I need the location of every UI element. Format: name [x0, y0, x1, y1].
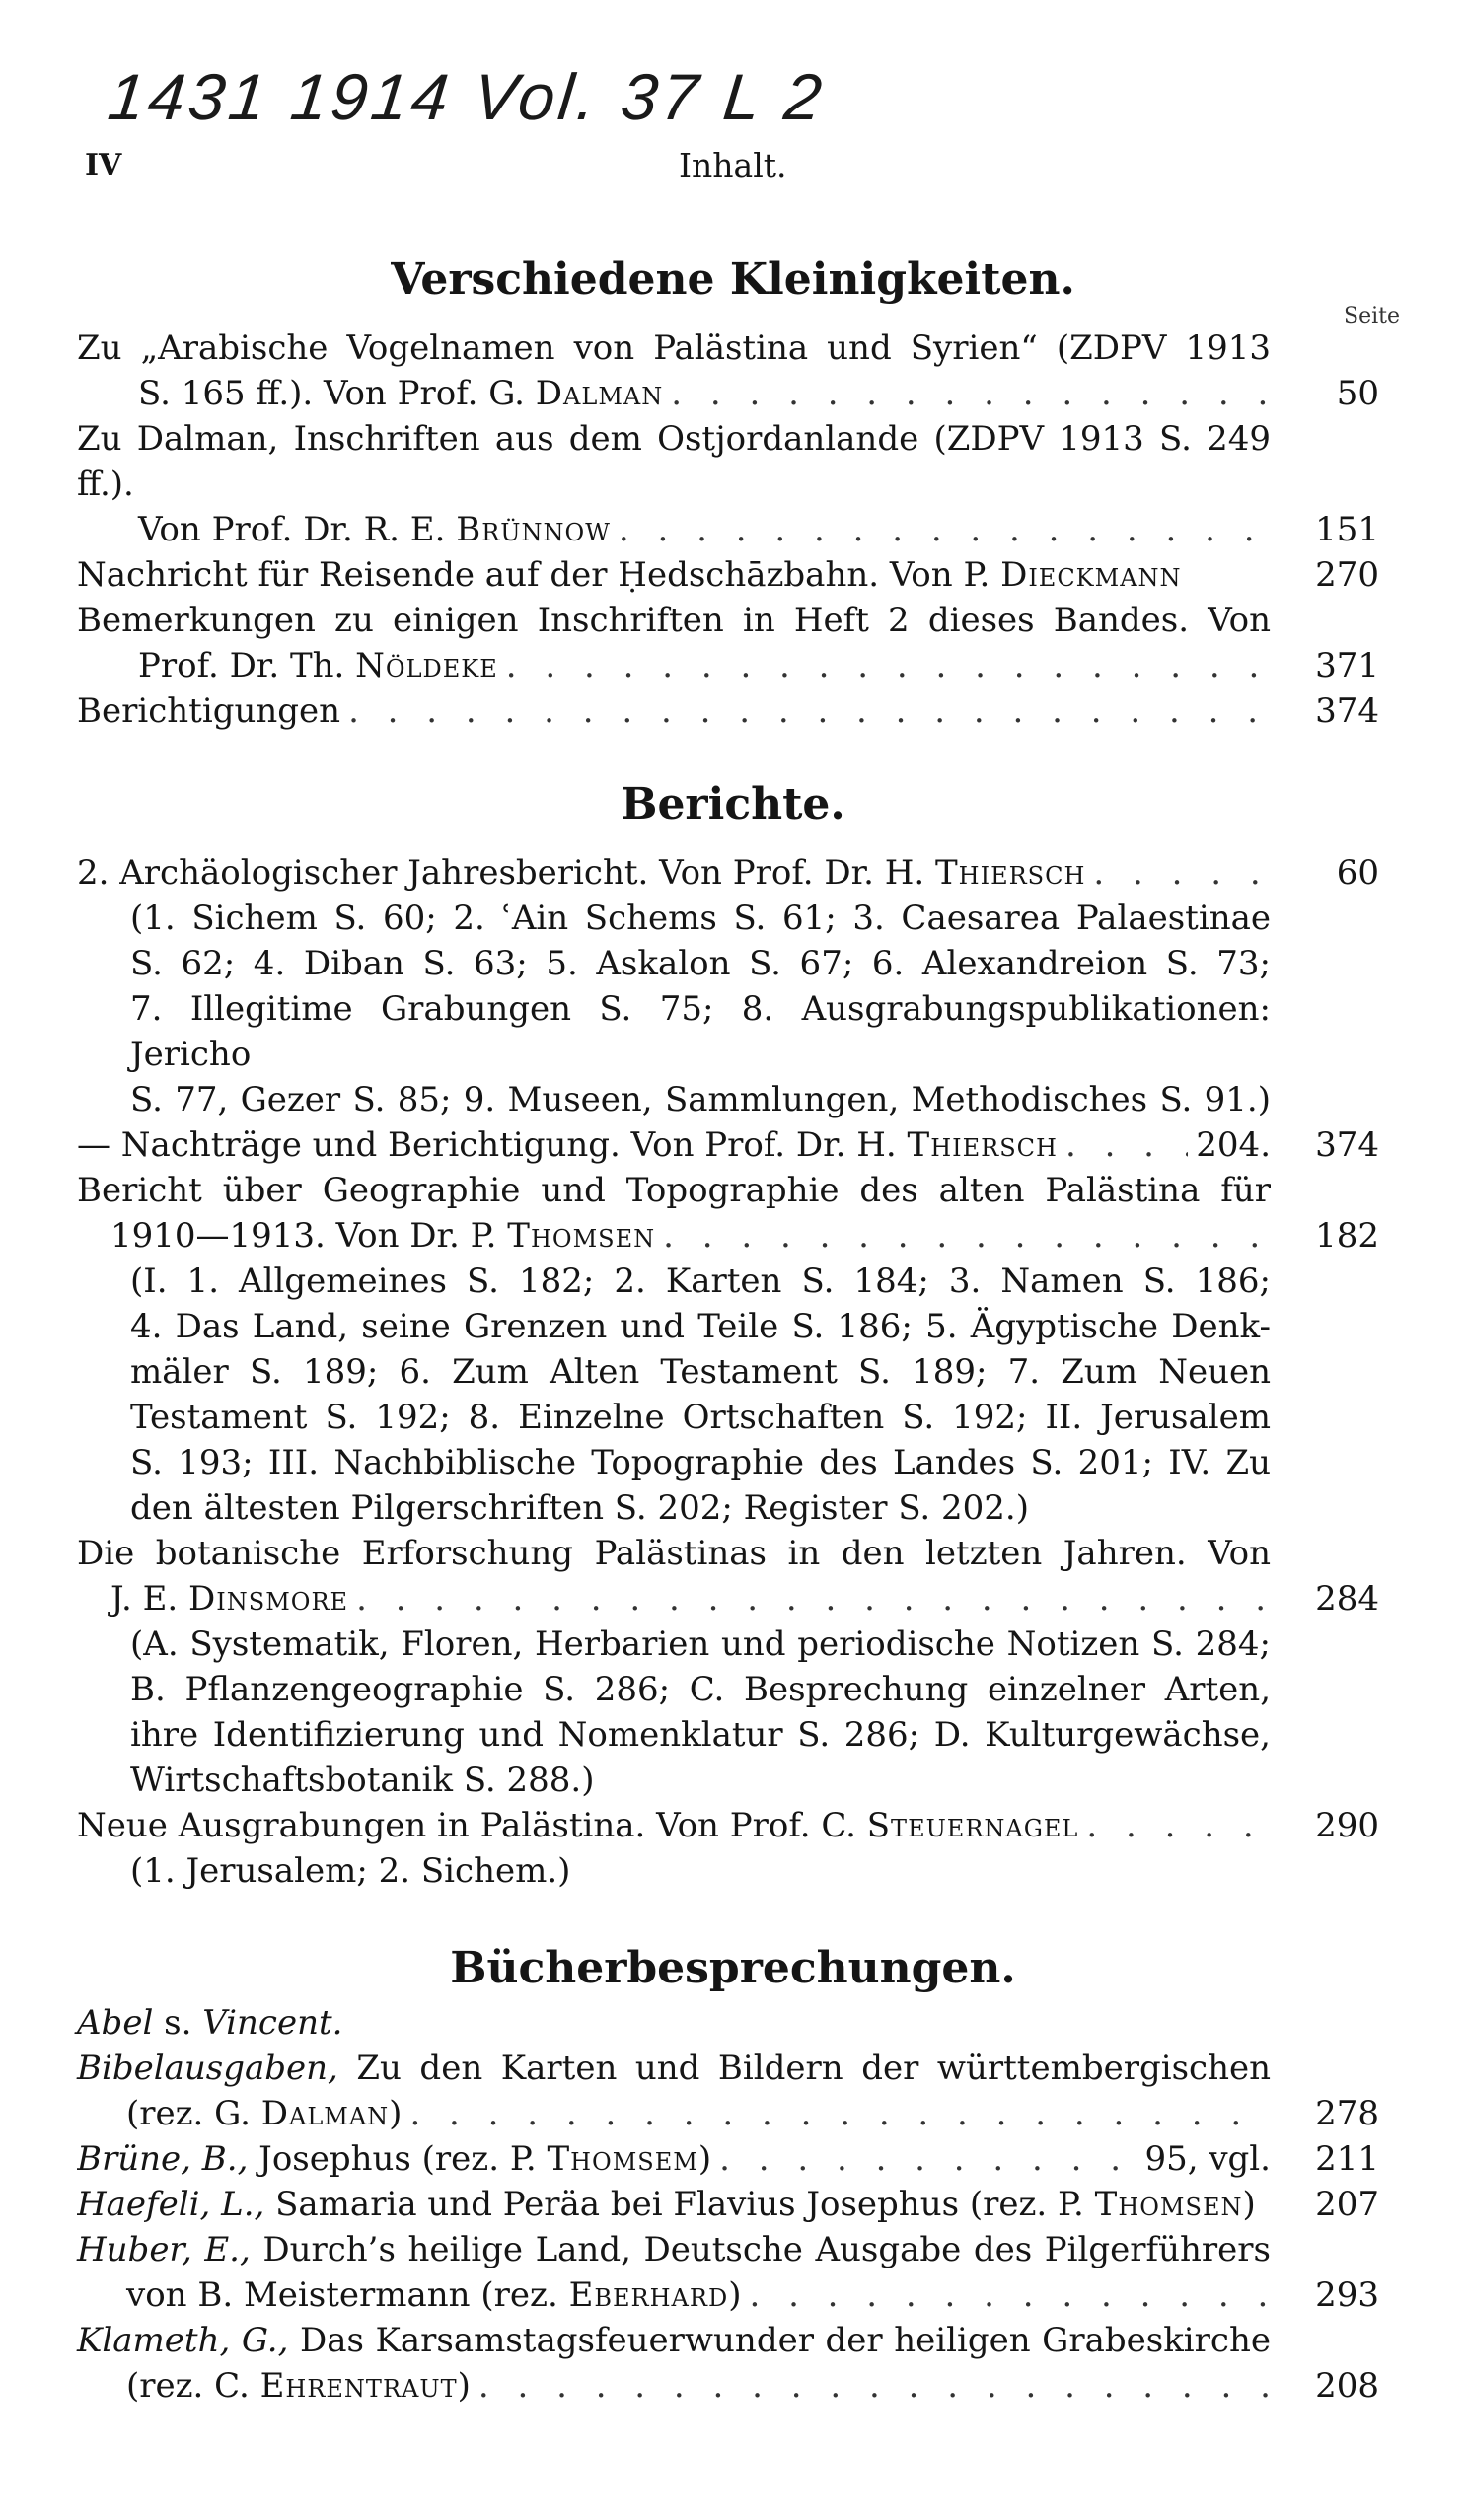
entry-reviewer: Ehrentraut [259, 2366, 458, 2406]
entry-author: Thomsen [507, 1216, 656, 1256]
toc-entry[interactable] [77, 850, 1379, 1122]
toc-entry[interactable]: Klameth, G., Das Karsamstagsfeuerwunder der heiligen Grabeskirche (rez. C. Ehrentraut) . . . 208 [77, 2318, 1379, 2409]
toc-entry[interactable] [77, 416, 1379, 552]
entry-crossref: Vincent. [202, 2003, 343, 2043]
entry-author: Thiersch [935, 853, 1086, 893]
entry-text: s. [153, 2003, 203, 2043]
entry-page: 151 [1315, 510, 1379, 549]
entry-author: Dalman [535, 374, 664, 413]
section-title-buecherbesprechungen: Bücherbesprechungen. [450, 1943, 1016, 1993]
toc-entry[interactable] [77, 1803, 1379, 1894]
entry-text: Bemerkungen zu einigen Inschriften in Heft 2 dieses Bandes. Von [77, 601, 1271, 640]
entry-text: Berichtigungen [77, 691, 341, 731]
entry-text: Neue Ausgrabungen in Palästina. Von Prof. C. [77, 1806, 867, 1845]
entry-page: 278 [1315, 2094, 1379, 2133]
entry-author: Nöldeke [355, 646, 498, 685]
toc-entry[interactable] [77, 598, 1379, 688]
entry-page: 270 [1315, 555, 1379, 595]
entry-text: Die botanische Erforschung Palästinas in den letzten Jahren. Von [77, 1534, 1271, 1573]
entry-page: 50 [1336, 374, 1379, 413]
toc-entry[interactable] [77, 1531, 1379, 1803]
entry-note: (A. Systematik, Floren, Herbarien und periodische Notizen S. 284; B. Pflanzengeographie S. 286; C. Besprechung einzelner Arten, ihre Identifizierung und Nomenklatur S. 286; D. Kulturgewächse, Wirtschaftsbotanik S. 288.) [130, 1624, 1271, 1800]
entry-author: Brüne, B., [77, 2139, 249, 2179]
entry-reviewer: Thomsem [547, 2139, 698, 2179]
entry-author: Bibelausgaben, [77, 2049, 338, 2088]
toc-entry[interactable] [77, 1168, 1379, 1531]
entry-text: Durch’s heilige Land, Deutsche Ausgabe des Pilgerführers [250, 2230, 1271, 2269]
entry-author: Thiersch [907, 1125, 1058, 1165]
entry-text: Das Karsamstagsfeuerwunder der heiligen Grabeskirche [288, 2321, 1271, 2360]
entry-reviewer: Thomsen [1094, 2185, 1243, 2224]
entry-text: 2. Archäologischer Jahresbericht. Von Prof. Dr. H. [77, 853, 935, 893]
entry-page: 208 [1315, 2366, 1379, 2406]
entry-page-extra: 204. [1196, 1125, 1271, 1165]
section-kleinigkeiten-list [77, 325, 1379, 734]
entry-text: Prof. Dr. Th. [138, 646, 356, 685]
entry-author: Abel [77, 2003, 154, 2043]
entry-author: Dinsmore [188, 1579, 349, 1619]
entry-reviewer: Eberhard [568, 2275, 729, 2315]
entry-text: Nachricht für Reisende auf der Ḥedschāzbahn. Von P. [77, 555, 1001, 595]
entry-page: 207 [1315, 2185, 1379, 2224]
entry-text: Zu Dalman, Inschriften aus dem Ostjordanlande (ZDPV 1913 S. 249 ff.). [77, 419, 1271, 504]
entry-page: 374 [1315, 691, 1379, 731]
entry-text: von B. Meistermann (rez. [126, 2275, 569, 2315]
entry-author: Dieckmann [1000, 555, 1182, 595]
entry-text: S. 165 ff.). Von Prof. G. [138, 374, 536, 413]
entry-note: (1. Sichem S. 60; 2. ʿAin Schems S. 61; 3. Caesarea Palaestinae S. 62; 4. Diban S. 63; 5. Askalon S. 67; 6. Alexandreion S. 73; 7. Illegitime Grabungen S. 75; 8. Ausgrabungspublikationen: Jericho S. 77, Gezer S. 85; 9. Museen, Sammlungen, Methodisches S. 91.) [130, 899, 1271, 1119]
entry-page: 211 [1315, 2139, 1379, 2179]
toc-entry[interactable] [77, 1122, 1379, 1168]
section-berichte-list [77, 850, 1379, 1894]
entry-text: Zu „Arabische Vogelnamen von Palästina und Syrien“ (ZDPV 1913 [77, 328, 1271, 368]
entry-note: (1. Jerusalem; 2. Sichem.) [130, 1851, 571, 1891]
toc-entry[interactable]: Brüne, B., Josephus (rez. P. Thomsem) . . . 95, vgl. 211 [77, 2136, 1379, 2182]
entry-author: Steuernagel [866, 1806, 1079, 1845]
entry-text: Zu den Karten und Bildern der württembergischen [337, 2049, 1271, 2088]
running-head: Inhalt. [679, 146, 787, 184]
entry-page: 60 [1336, 853, 1379, 893]
entry-author: Huber, E., [77, 2230, 251, 2269]
entry-text: Bericht über Geographie und Topographie des alten Palästina für [77, 1171, 1271, 1210]
entry-reviewer: Dalman [260, 2094, 390, 2133]
section-title-berichte: Berichte. [621, 779, 845, 829]
handwritten-annotation: 1431 1914 Vol. 37 L 2 [105, 60, 830, 133]
toc-entry[interactable] [77, 325, 1379, 416]
entry-author: Brünnow [456, 510, 611, 549]
entry-text: — Nachträge und Berichtigung. Von Prof. Dr. H. [77, 1125, 908, 1165]
entry-page-extra: 95, vgl. [1144, 2139, 1271, 2179]
entry-text: (rez. C. [126, 2366, 260, 2406]
page-number: IV [85, 148, 122, 182]
entry-page: 293 [1315, 2275, 1379, 2315]
entry-author: Haefeli, L., [77, 2185, 265, 2224]
entry-page: 371 [1315, 646, 1379, 685]
toc-entry[interactable] [77, 688, 1379, 734]
section-buecher-list [77, 2000, 1379, 2409]
entry-page: 284 [1315, 1579, 1379, 1619]
column-label-seite: Seite [1344, 304, 1400, 328]
toc-entry[interactable] [77, 2000, 1379, 2046]
entry-page: 182 [1315, 1216, 1379, 1256]
entry-text: 1910—1913. Von Dr. P. [110, 1216, 508, 1256]
section-title-kleinigkeiten: Verschiedene Kleinigkeiten. [391, 254, 1075, 305]
entry-text: J. E. [110, 1579, 189, 1619]
toc-entry[interactable] [77, 552, 1379, 598]
entry-text: Von Prof. Dr. R. E. [138, 510, 457, 549]
toc-entry[interactable]: Haefeli, L., Samaria und Peräa bei Flavius Josephus (rez. P. Thomsen) 207 [77, 2182, 1379, 2227]
entry-page: 374 [1315, 1125, 1379, 1165]
entry-page: 290 [1315, 1806, 1379, 1845]
entry-text: Samaria und Peräa bei Flavius Josephus (rez. P. [264, 2185, 1095, 2224]
entry-text: Josephus (rez. P. [248, 2139, 548, 2179]
entry-note: (I. 1. Allgemeines S. 182; 2. Karten S. 184; 3. Namen S. 186; 4. Das Land, seine Grenzen und Teile S. 186; 5. Ägyptische Denk- mäler S. 189; 6. Zum Alten Testament S. 189; 7. Zum Neuen Testament S. 192; 8. Einzelne Ortschaften S. 192; II. Jerusalem S. 193; III. Nachbiblische Topographie des Landes S. 201; IV. Zu den ältesten Pilgerschriften S. 202; Register S. 202.) [130, 1261, 1271, 1528]
entry-text: (rez. G. [126, 2094, 261, 2133]
toc-entry[interactable]: Bibelausgaben, Zu den Karten und Bildern der württembergischen (rez. G. Dalman) . . . 278 [77, 2046, 1379, 2136]
toc-entry[interactable]: Huber, E., Durch’s heilige Land, Deutsche Ausgabe des Pilgerführers von B. Meistermann (rez. Eberhard) . . . 293 [77, 2227, 1379, 2318]
entry-author: Klameth, G., [77, 2321, 289, 2360]
